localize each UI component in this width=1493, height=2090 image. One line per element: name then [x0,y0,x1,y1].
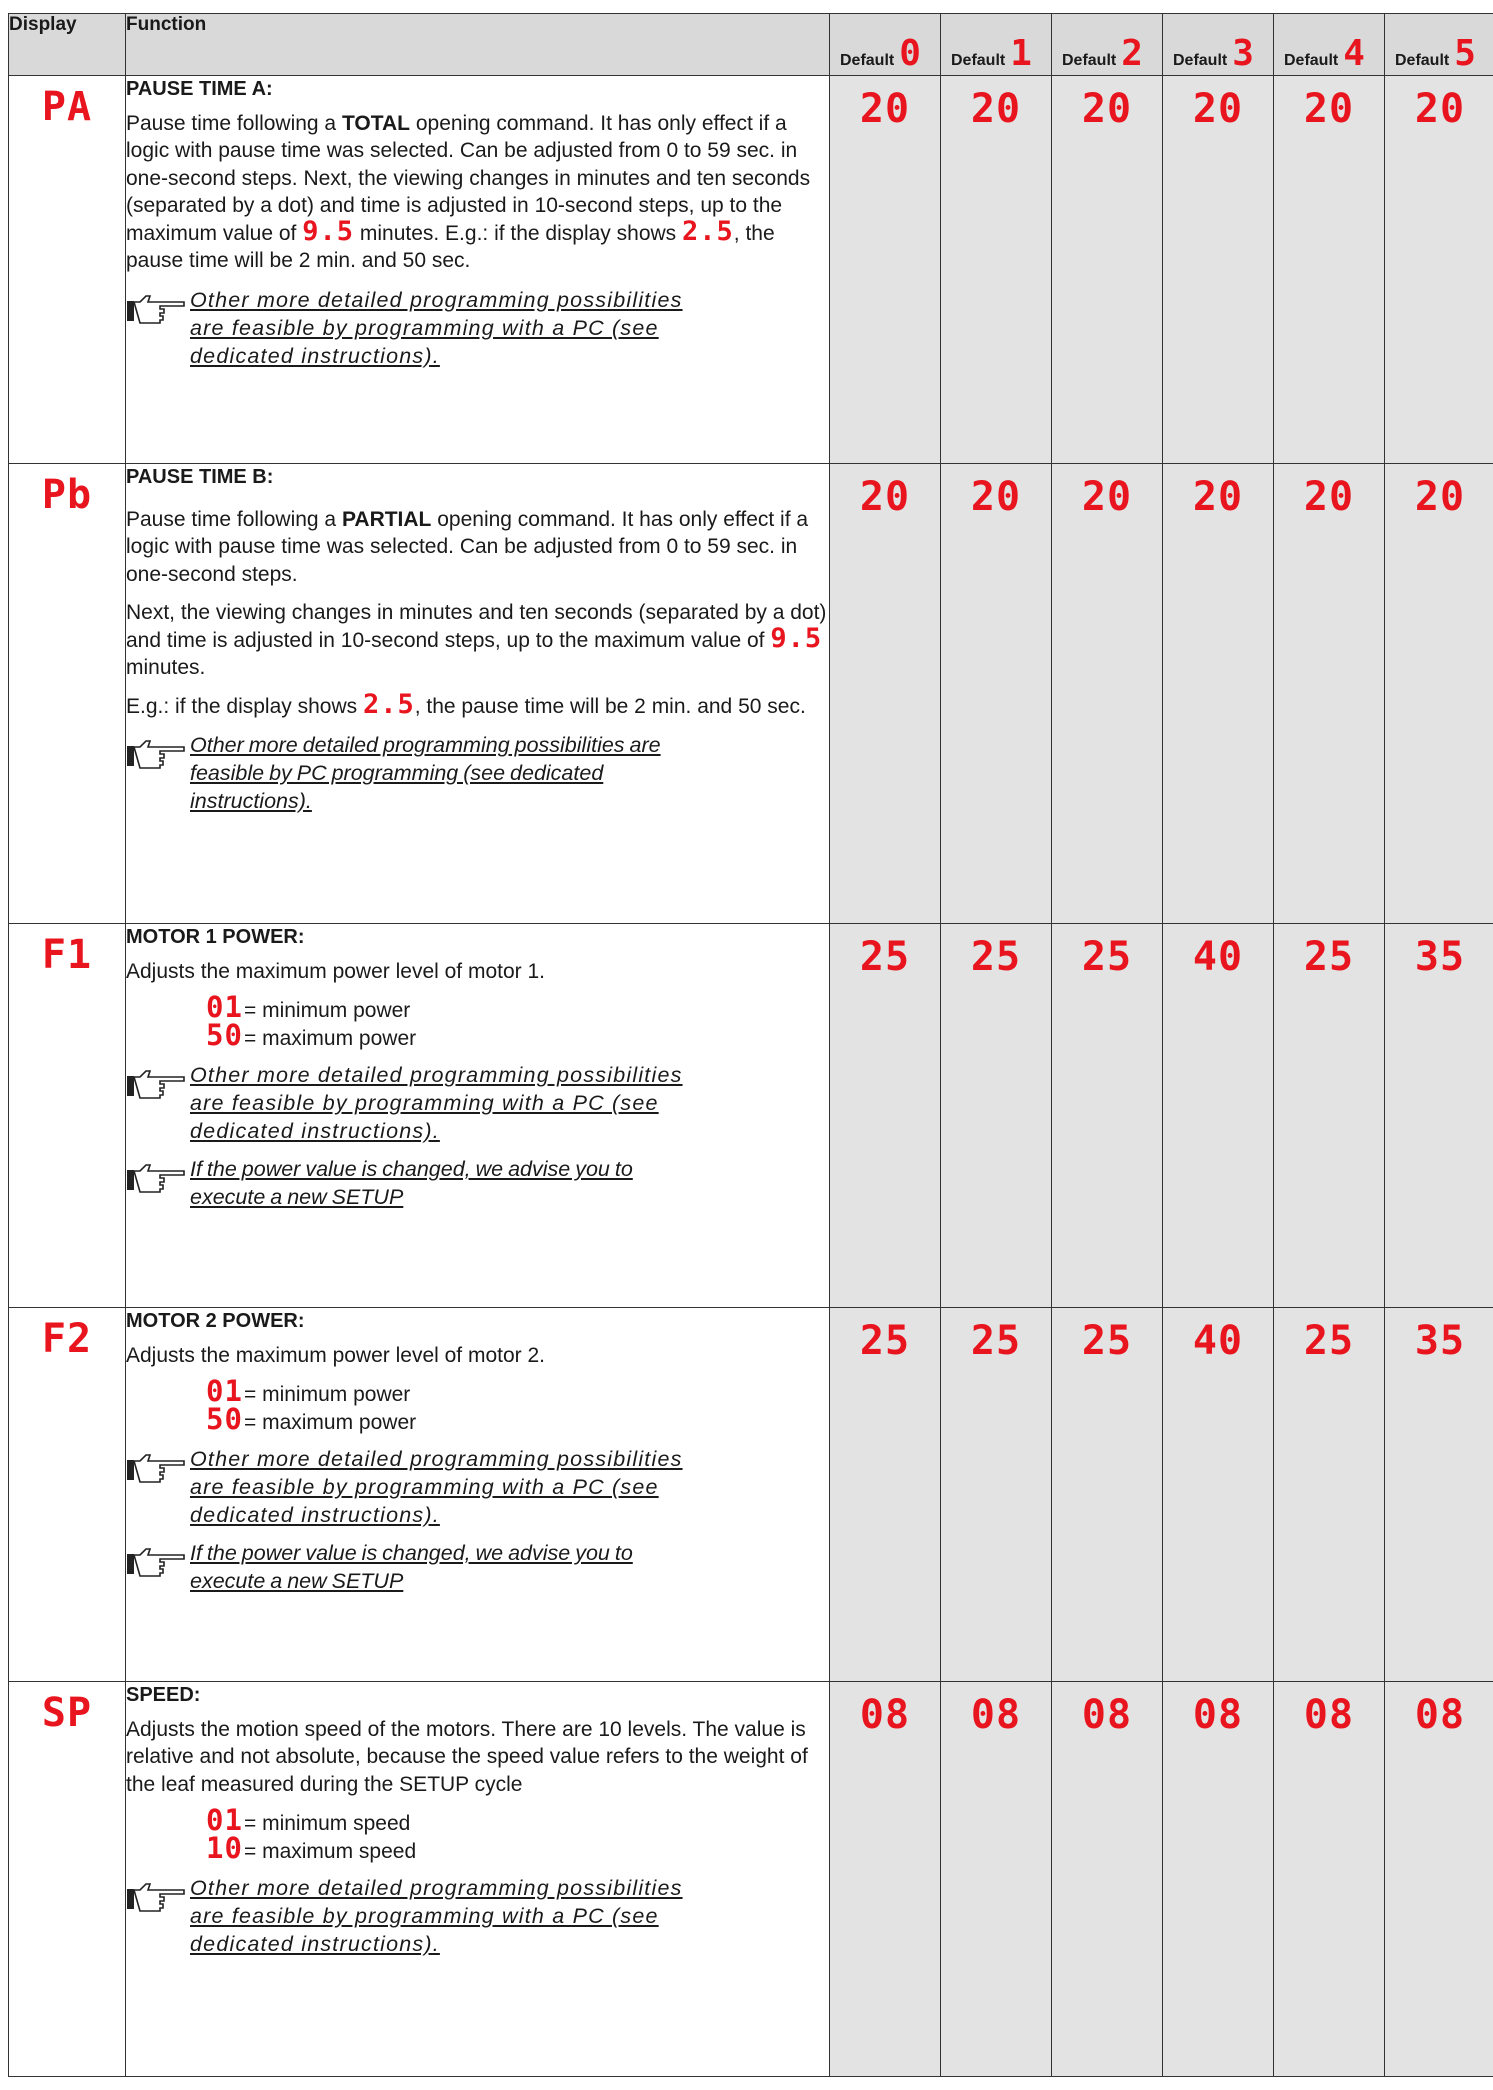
pointing-hand-icon [126,286,188,332]
function-description: Pause time following a TOTAL opening command. It has only effect if a logic with pause time was selected. Can be adjusted from 0 to 59 sec. in one-second steps. Next, the viewing changes in minutes and ten seconds (separated by a dot) and time is adjusted in 10-second steps, up to the maximum value of 9.5 minutes. E.g.: if the display shows 2.5, the pause time will be 2 min. and 50 sec. [126,111,811,272]
table-row-motor-1-power [9,924,1493,1308]
table-row-motor-2-power [9,1308,1493,1682]
default-value-4: 08 [1274,1682,1385,2077]
note-text: If the power value is changed, we advise you to execute a new SETUP [190,1541,633,1593]
default-value-4: 25 [1274,924,1385,1308]
note [126,731,829,815]
default-value-1: 20 [941,76,1052,464]
note-text: If the power value is changed, we advise you to execute a new SETUP [190,1157,633,1209]
note [126,1539,829,1595]
default-value-0: 20 [830,76,941,464]
default-value-5: 20 [1385,464,1493,924]
note-text: Other more detailed programming possibilities are feasible by programming with a PC (see dedicated instructions). [190,1447,683,1527]
function-cell [126,1682,830,2077]
default-value-0: 20 [830,464,941,924]
range-legend: 01= minimum power 50= maximum power [206,990,417,1052]
function-description: Adjusts the maximum power level of motor 2. [126,1343,545,1367]
default-value-4: 20 [1274,76,1385,464]
default-value-2: 25 [1052,924,1163,1308]
header-default-2: Default 2 [1052,14,1163,76]
note [126,1155,829,1211]
pointing-hand-icon [126,1874,188,1920]
default-value-5: 20 [1385,76,1493,464]
function-cell [126,464,830,924]
function-cell [126,1308,830,1682]
display-code: F2 [41,1316,93,1362]
default-value-5: 35 [1385,1308,1493,1682]
pointing-hand-icon [126,1539,188,1585]
function-description: Pause time following a PARTIAL opening command. It has only effect if a logic with pause time was selected. Can be adjusted from 0 to 59 sec. in one-second steps. [126,507,809,586]
function-description: Adjusts the maximum power level of motor 1. [126,959,545,983]
default-value-2: 20 [1052,464,1163,924]
header-display: Display [9,14,126,76]
display-code-cell [9,1308,126,1682]
function-title: MOTOR 2 POWER: [126,1310,305,1332]
header-default-5: Default 5 [1385,14,1493,76]
range-legend: 01= minimum power 50= maximum power [206,1374,417,1436]
note [126,1874,829,1958]
default-value-2: 20 [1052,76,1163,464]
default-value-2: 08 [1052,1682,1163,2077]
default-value-4: 20 [1274,464,1385,924]
table-row-pause-time-a [9,76,1493,464]
default-value-3: 08 [1163,1682,1274,2077]
range-legend: 01= minimum speed 10= maximum speed [206,1803,417,1865]
header-row [9,14,1493,76]
display-code: Pb [41,472,93,518]
default-value-1: 20 [941,464,1052,924]
default-value-3: 20 [1163,464,1274,924]
header-default-0: Default 0 [830,14,941,76]
default-value-1: 08 [941,1682,1052,2077]
display-code-cell [9,464,126,924]
default-value-3: 40 [1163,1308,1274,1682]
note-text: Other more detailed programming possibilities are feasible by PC programming (see dedicated instructions). [190,733,661,813]
programming-table [8,13,1493,2077]
note [126,286,829,370]
display-code-cell [9,1682,126,2077]
function-description: E.g.: if the display shows 2.5, the pause time will be 2 min. and 50 sec. [126,688,806,720]
table-row-pause-time-b [9,464,1493,924]
default-value-3: 40 [1163,924,1274,1308]
default-value-5: 35 [1385,924,1493,1308]
pointing-hand-icon [126,1061,188,1107]
default-value-1: 25 [941,1308,1052,1682]
function-title: PAUSE TIME B: [126,466,274,488]
function-description: Adjusts the motion speed of the motors. There are 10 levels. The value is relative and not absolute, because the speed value refers to the weight of the leaf measured during the SETUP cycle [126,1717,808,1796]
note-text: Other more detailed programming possibilities are feasible by programming with a PC (see dedicated instructions). [190,1876,683,1956]
function-title: MOTOR 1 POWER: [126,926,305,948]
pointing-hand-icon [126,1445,188,1491]
header-function: Function [126,14,830,76]
header-default-3: Default 3 [1163,14,1274,76]
pointing-hand-icon [126,731,188,777]
default-value-2: 25 [1052,1308,1163,1682]
display-code-cell [9,76,126,464]
default-value-3: 20 [1163,76,1274,464]
function-cell [126,76,830,464]
pointing-hand-icon [126,1155,188,1201]
function-cell [126,924,830,1308]
default-value-4: 25 [1274,1308,1385,1682]
default-value-1: 25 [941,924,1052,1308]
default-value-0: 25 [830,924,941,1308]
default-value-0: 08 [830,1682,941,2077]
function-description: Next, the viewing changes in minutes and ten seconds (separated by a dot) and time is adjusted in 10-second steps, up to the maximum value of 9.5 minutes. [126,601,827,679]
default-value-0: 25 [830,1308,941,1682]
function-title: SPEED: [126,1684,201,1706]
note-text: Other more detailed programming possibilities are feasible by programming with a PC (see dedicated instructions). [190,1063,683,1143]
default-value-5: 08 [1385,1682,1493,2077]
note [126,1445,829,1529]
header-default-4: Default 4 [1274,14,1385,76]
display-code: F1 [41,932,93,978]
function-title: PAUSE TIME A: [126,78,273,100]
display-code: PA [41,84,93,130]
display-code: SP [41,1690,93,1736]
note-text: Other more detailed programming possibilities are feasible by programming with a PC (see dedicated instructions). [190,287,683,368]
header-default-1: Default 1 [941,14,1052,76]
note [126,1061,829,1145]
display-code-cell [9,924,126,1308]
table-row-speed [9,1682,1493,2077]
